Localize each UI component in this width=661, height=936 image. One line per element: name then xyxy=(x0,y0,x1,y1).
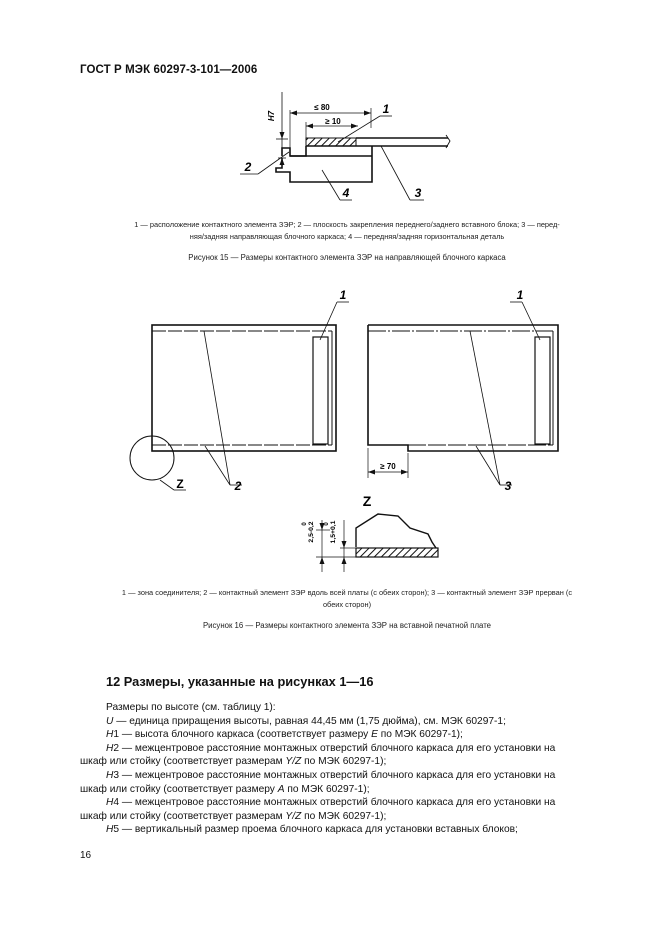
figure-16-legend xyxy=(80,587,614,611)
h4-text-a: — межцентровое расстояние монтажных отверстий блочного каркаса для его установки на xyxy=(119,797,556,809)
h3-ref: A xyxy=(277,783,285,795)
dim-2-5-tolerance: 0 xyxy=(302,522,308,526)
h1-text-b: по МЭК 60297-1); xyxy=(377,729,463,741)
h5-text: — вертикальный размер проема блочного каркаса для установки вставных блоков; xyxy=(119,824,518,836)
figure-16-drawing xyxy=(0,280,661,580)
body-h2-line-2 xyxy=(80,755,614,769)
callout-left-2: 2 xyxy=(234,479,242,493)
u-symbol: U xyxy=(106,715,114,727)
callout-1: 1 xyxy=(382,102,390,116)
h2-text-c: по МЭК 60297-1); xyxy=(301,756,387,768)
body-h3-line-2 xyxy=(80,783,614,797)
callout-right-3: 3 xyxy=(504,479,512,493)
h3-symbol: H xyxy=(106,769,114,781)
h3-text-c: по МЭК 60297-1); xyxy=(284,783,370,795)
h4-ref: Y/Z xyxy=(285,810,302,822)
figure-15-legend-line-1: 1 — расположение контактного элемента ЗЭР; 2 — плоскость закрепления переднего/заднего вставного блока; 3 — перед- xyxy=(134,220,560,229)
dim-h7: H7 xyxy=(267,110,276,122)
dim-1-5-tolerance: 0 xyxy=(324,522,330,526)
callout-right-1: 1 xyxy=(516,288,524,302)
body-h2-line xyxy=(80,742,614,756)
h2-number: 2 xyxy=(113,742,120,754)
h4-symbol: H xyxy=(106,797,114,809)
h2-ref: Y/Z xyxy=(285,756,302,768)
figure-15-legend xyxy=(80,219,614,243)
callout-3: 3 xyxy=(414,186,422,200)
h2-symbol: H xyxy=(106,742,114,754)
dim-ge10: ≥ 10 xyxy=(325,117,341,126)
dim-le80: ≤ 80 xyxy=(314,103,330,112)
u-text: — единица приращения высоты, равная 44,45 мм (1,75 дюйма), см. МЭК 60297-1; xyxy=(113,715,506,727)
callout-2: 2 xyxy=(244,160,252,174)
h3-text-b: шкаф или стойку (соответствует размеру xyxy=(80,783,278,795)
h1-symbol: H xyxy=(106,729,114,741)
body-text xyxy=(80,701,614,837)
dim-1-5: 1,5+0,1 xyxy=(330,520,337,544)
h1-number: 1 xyxy=(113,729,120,741)
figure-16-caption: Рисунок 16 — Размеры контактного элемента ЗЭР на вставной печатной плате xyxy=(202,621,492,630)
callout-4: 4 xyxy=(342,186,350,200)
callout-left-1: 1 xyxy=(339,288,347,302)
h3-text-a: — межцентровое расстояние монтажных отверстий блочного каркаса для его установки на xyxy=(119,769,556,781)
dim-ge70: ≥ 70 xyxy=(380,462,396,471)
figure-16-legend-line-1: 1 — зона соединителя; 2 — контактный элемент ЗЭР вдоль всей платы (с обеих сторон); 3 — контактный элемент ЗЭР прерван (с xyxy=(121,588,573,597)
h3-number: 3 xyxy=(113,769,120,781)
body-h3-line xyxy=(80,769,614,783)
detail-z-label: Z xyxy=(362,493,372,509)
h2-text-a: — межцентровое расстояние монтажных отверстий блочного каркаса для его установки на xyxy=(119,742,556,754)
h4-text-b: шкаф или стойку (соответствует размерам xyxy=(80,810,286,822)
page-number: 16 xyxy=(80,850,92,861)
h2-text-b: шкаф или стойку (соответствует размерам xyxy=(80,756,286,768)
figure-15-legend-line-2: няя/задняя направляющая блочного каркаса; 4 — передняя/задняя горизонтальная деталь xyxy=(189,232,505,241)
callout-zone-z: Z xyxy=(176,477,184,491)
figure-16-legend-line-2: обеих сторон) xyxy=(322,600,372,609)
h4-text-c: по МЭК 60297-1); xyxy=(301,810,387,822)
dim-2-5: 2,5-0,2 xyxy=(308,521,315,543)
h5-number: 5 xyxy=(113,824,120,836)
body-h5-line xyxy=(80,823,614,837)
body-h1-line xyxy=(80,728,614,742)
figure-15-caption: Рисунок 15 — Размеры контактного элемента ЗЭР на направляющей блочного каркаса xyxy=(188,253,506,262)
h5-symbol: H xyxy=(106,824,114,836)
body-h4-line xyxy=(80,796,614,810)
h4-number: 4 xyxy=(113,797,120,809)
body-h4-line-2 xyxy=(80,810,614,824)
document-code-header: ГОСТ Р МЭК 60297-3-101—2006 xyxy=(80,64,258,76)
h1-ref: E xyxy=(371,729,378,741)
body-u-line xyxy=(80,715,614,729)
h1-text-a: — высота блочного каркаса (соответствует размеру xyxy=(119,729,372,741)
body-intro: Размеры по высоте (см. таблицу 1): xyxy=(106,702,276,713)
section-12-title: 12 Размеры, указанные на рисунках 1—16 xyxy=(106,674,374,689)
